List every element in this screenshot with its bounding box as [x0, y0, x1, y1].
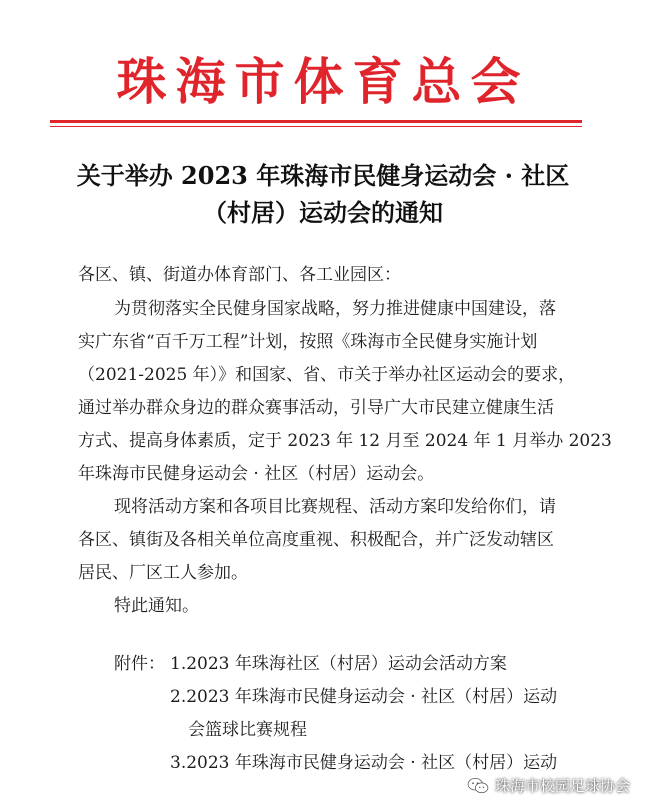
notice-title-line-1: 关于举办 2023 年珠海市民健身运动会 · 社区	[76, 161, 570, 190]
paragraph-1-line: 为贯彻落实全民健身国家战略，努力推进健康中国建设，落	[114, 299, 556, 319]
masthead-org-name: 珠海市体育总会	[116, 52, 530, 111]
paragraph-1-line: 实广东省“百千万工程”计划，按照《珠海市全民健身实施计划	[78, 332, 538, 352]
source-watermark	[467, 775, 630, 796]
closing-line: 特此通知。	[114, 596, 199, 616]
salutation: 各区、镇、街道办体育部门、各工业园区：	[78, 265, 401, 285]
attachment-item-2: 2.2023 年珠海市民健身运动会 · 社区（村居）运动	[170, 687, 558, 707]
masthead-rule-thick	[50, 120, 582, 123]
paragraph-1-line: 通过举办群众身边的群众赛事活动，引导广大市民建立健康生活	[78, 398, 554, 418]
attachment-item-3: 3.2023 年珠海市民健身运动会 · 社区（村居）运动	[170, 753, 558, 773]
paragraph-1-line: 年珠海市民健身运动会 · 社区（村居）运动会。	[78, 464, 435, 484]
notice-title-line-2: （村居）运动会的通知	[203, 198, 443, 227]
paragraph-1-line: 方式、提高身体素质，定于 2023 年 12 月至 2024 年 1 月举办 2023	[78, 431, 612, 451]
paragraph-1-line: （2021-2025 年）》和国家、省、市关于举办社区运动会的要求，	[78, 365, 576, 385]
wechat-icon	[467, 777, 489, 795]
attachment-item-2-continuation: 会篮球比赛规程	[188, 720, 307, 740]
attachment-item-1: 1.2023 年珠海社区（村居）运动会活动方案	[170, 654, 507, 674]
masthead-rule-thin	[50, 126, 582, 127]
paragraph-2-line: 各区、镇街及各相关单位高度重视、积极配合，并广泛发动辖区	[78, 530, 554, 550]
watermark-text: 珠海市校园足球协会	[494, 777, 630, 795]
paragraph-2-line: 现将活动方案和各项目比赛规程、活动方案印发给你们，请	[114, 497, 556, 517]
paragraph-2-line: 居民、厂区工人参加。	[78, 563, 248, 583]
attachments-label: 附件：	[114, 654, 165, 674]
